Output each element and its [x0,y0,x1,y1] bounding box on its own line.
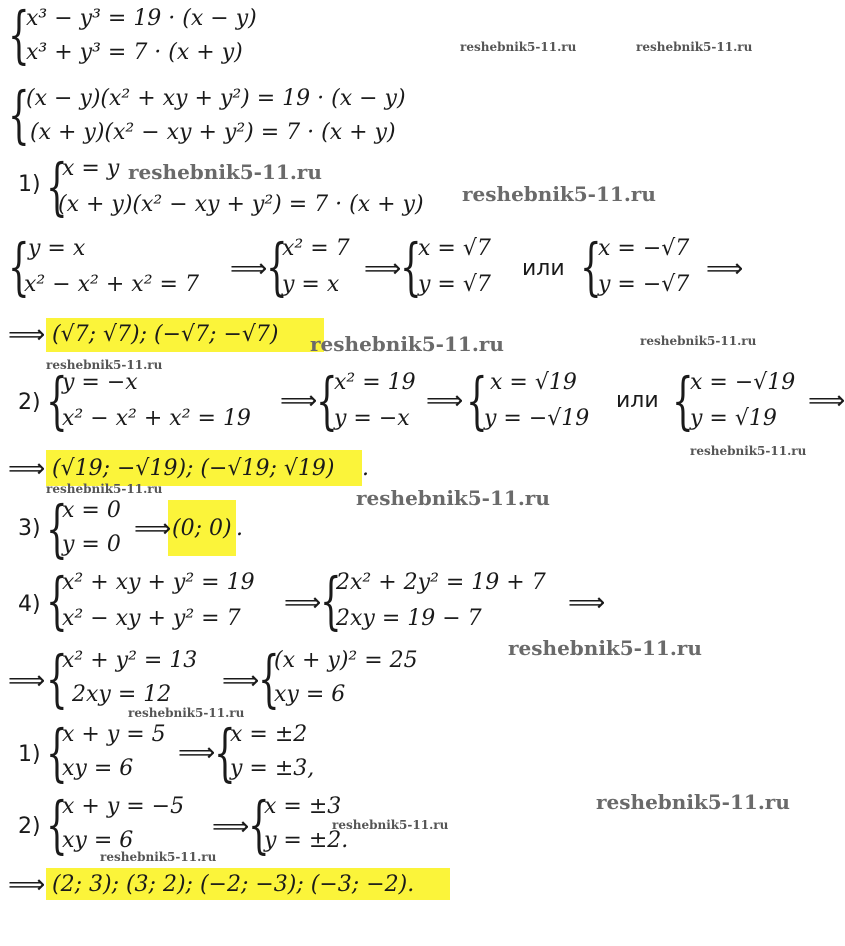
equation: y = −√19 [484,406,590,431]
equation: 2xy = 12 [72,682,172,707]
watermark: reshebnik5-11.ru [46,482,163,496]
brace: { [214,716,236,789]
equation: x = −√7 [598,236,690,261]
equation: y = −x [62,370,138,395]
equation: x + y = 5 [62,722,166,747]
watermark: reshebnik5-11.ru [462,182,656,206]
or-word: или [522,256,565,281]
equation: (x + y)(x² − xy + y²) = 7 · (x + y) [30,120,396,145]
brace: { [46,364,68,437]
implies-arrow: ⟹ [426,386,464,416]
brace: { [46,492,68,565]
equation: x = √7 [418,236,491,261]
implies-arrow: ⟹ [8,454,46,484]
equation: x + y = −5 [62,794,185,819]
equation: x² = 19 [334,370,416,395]
equation: 2x² + 2y² = 19 + 7 [336,570,546,595]
brace: { [8,78,30,151]
case-number: 1) [18,742,41,767]
watermark: reshebnik5-11.ru [690,444,807,458]
brace: { [320,564,342,637]
equation: y = x [282,272,340,297]
equation: x³ − y³ = 19 · (x − y) [26,6,257,31]
implies-arrow: ⟹ [808,386,845,416]
brace: { [8,0,30,71]
answer-3: (0; 0) [172,516,232,541]
brace: { [266,230,288,303]
equation: x² + y² = 13 [62,648,198,673]
brace: { [46,788,68,861]
implies-arrow: ⟹ [8,320,46,350]
brace: { [46,150,68,223]
equation: xy = 6 [274,682,346,707]
equation: 2xy = 19 − 7 [336,606,482,631]
equation: (x + y)(x² − xy + y²) = 7 · (x + y) [58,192,424,217]
brace: { [248,788,270,861]
implies-arrow: ⟹ [178,738,216,768]
case-number: 1) [18,172,41,197]
case-number: 4) [18,592,41,617]
or-word: или [616,388,659,413]
equation: x² − x² + x² = 7 [24,272,199,297]
case-number: 2) [18,390,41,415]
equation: y = √19 [690,406,777,431]
equation: x = √19 [490,370,577,395]
answer-1: (√7; √7); (−√7; −√7) [52,322,279,347]
brace: { [672,364,694,437]
case-number: 3) [18,516,41,541]
equation: y = x [28,236,86,261]
equation: x = ±2 [230,722,308,747]
watermark: reshebnik5-11.ru [100,850,217,864]
final-answer: (2; 3); (3; 2); (−2; −3); (−3; −2). [52,872,415,897]
brace: { [46,642,68,715]
brace: { [8,230,30,303]
watermark: reshebnik5-11.ru [46,358,163,372]
implies-arrow: ⟹ [8,666,46,696]
implies-arrow: ⟹ [134,514,172,544]
brace: { [316,364,338,437]
equation: x = 0 [62,498,121,523]
equation: y = ±3, [230,756,315,781]
watermark: reshebnik5-11.ru [508,636,702,660]
equation: x = −√19 [690,370,796,395]
watermark: reshebnik5-11.ru [356,486,550,510]
equation: x² − x² + x² = 19 [62,406,251,431]
implies-arrow: ⟹ [364,254,402,284]
brace: { [400,230,422,303]
watermark: reshebnik5-11.ru [128,160,322,184]
answer-3-period: . [236,516,243,541]
equation: xy = 6 [62,828,134,853]
equation: x = y [62,156,120,181]
watermark: reshebnik5-11.ru [460,40,577,54]
equation: x³ + y³ = 7 · (x + y) [26,40,243,65]
implies-arrow: ⟹ [706,254,744,284]
equation: x² − xy + y² = 7 [62,606,241,631]
implies-arrow: ⟹ [280,386,318,416]
implies-arrow: ⟹ [568,588,606,618]
equation: y = ±2. [264,828,349,853]
brace: { [46,564,68,637]
watermark: reshebnik5-11.ru [310,332,504,356]
equation: y = 0 [62,532,121,557]
equation: y = −x [334,406,410,431]
implies-arrow: ⟹ [230,254,268,284]
equation: x² + xy + y² = 19 [62,570,255,595]
equation: x² = 7 [282,236,350,261]
case-number: 2) [18,814,41,839]
equation: (x − y)(x² + xy + y²) = 19 · (x − y) [26,86,406,111]
implies-arrow: ⟹ [284,588,322,618]
equation: y = √7 [418,272,491,297]
equation: (x + y)² = 25 [274,648,418,673]
equation: xy = 6 [62,756,134,781]
implies-arrow: ⟹ [212,812,250,842]
answer-2-period: . [362,456,369,481]
implies-arrow: ⟹ [8,870,46,900]
brace: { [466,364,488,437]
brace: { [46,716,68,789]
watermark: reshebnik5-11.ru [332,818,449,832]
implies-arrow: ⟹ [222,666,260,696]
watermark: reshebnik5-11.ru [636,40,753,54]
answer-2: (√19; −√19); (−√19; √19) [52,456,335,481]
watermark: reshebnik5-11.ru [640,334,757,348]
brace: { [258,642,280,715]
watermark: reshebnik5-11.ru [596,790,790,814]
watermark: reshebnik5-11.ru [128,706,245,720]
equation: y = −√7 [598,272,690,297]
brace: { [580,230,602,303]
equation: x = ±3 [264,794,342,819]
